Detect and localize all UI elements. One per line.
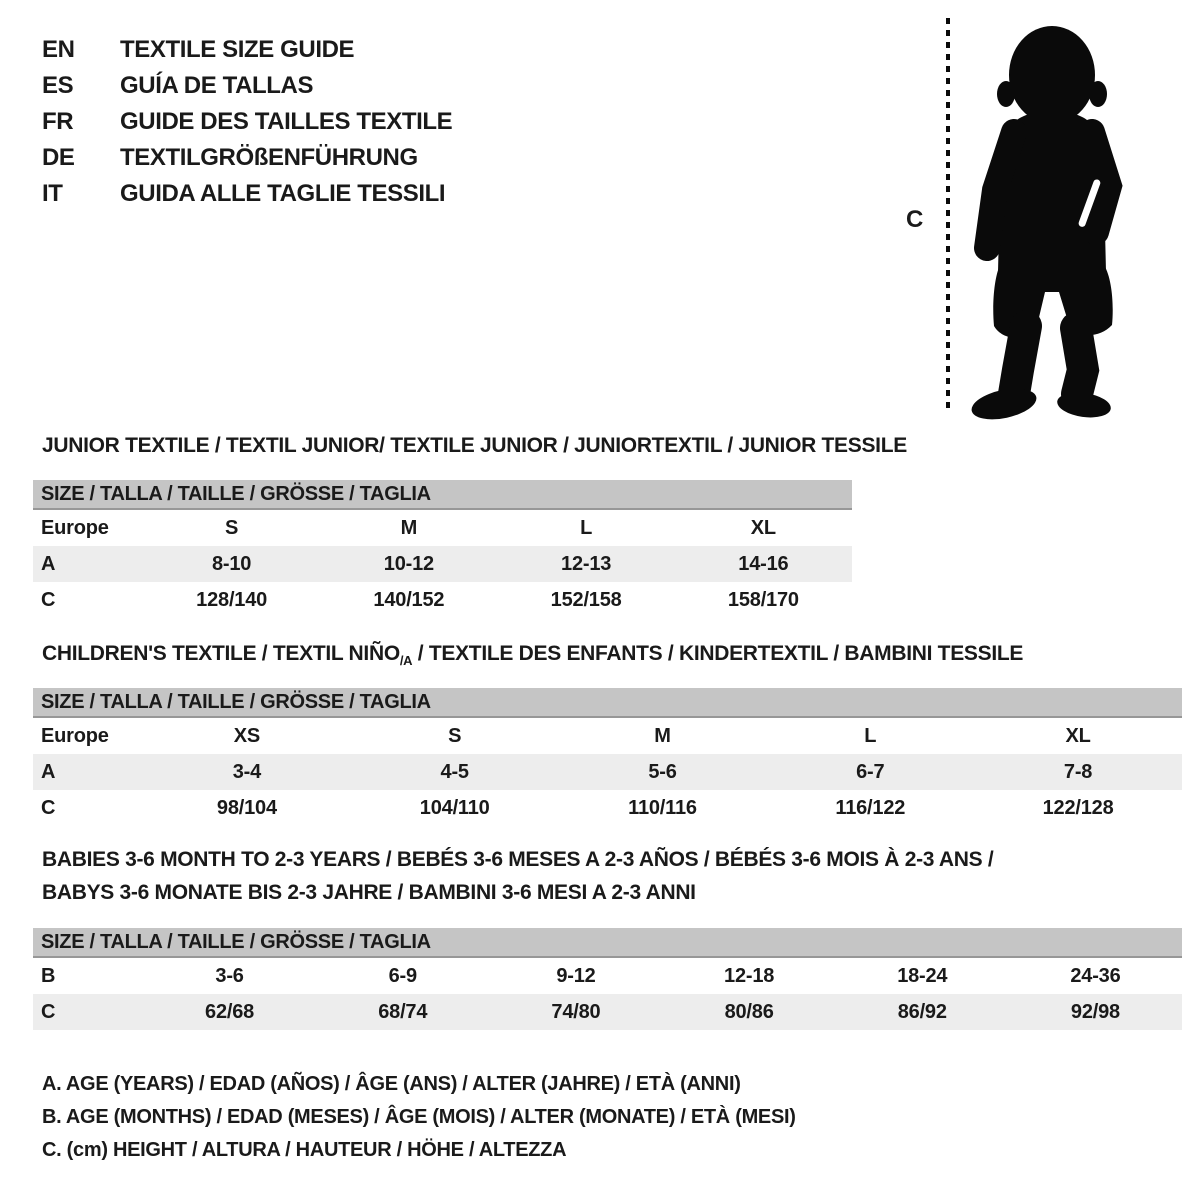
- value-cell: 62/68: [205, 1000, 255, 1023]
- value-cell: 152/158: [550, 588, 622, 611]
- value-cell: 3-4: [232, 760, 262, 783]
- language-label: GUÍA DE TALLAS: [120, 72, 314, 99]
- legend-line-c: C. (cm) HEIGHT / ALTURA / HAUTEUR / HÖHE / ALTEZZA: [42, 1139, 567, 1161]
- measure-legend: [42, 1068, 796, 1167]
- size-cell: M: [400, 516, 418, 539]
- size-header-bar: SIZE / TALLA / TAILLE / GRÖSSE / TAGLIA: [33, 480, 852, 510]
- size-cell: XL: [750, 516, 776, 539]
- language-code: IT: [42, 180, 63, 207]
- size-cell: XL: [1065, 724, 1091, 747]
- language-row-es: [42, 68, 452, 104]
- value-cell: 12-18: [724, 964, 775, 987]
- value-cell: 12-13: [561, 552, 612, 575]
- language-row-it: [42, 176, 452, 212]
- value-cell: 24-36: [1070, 964, 1121, 987]
- value-cell: 128/140: [196, 588, 268, 611]
- value-cell: 6-7: [856, 760, 885, 783]
- height-measure-label: C: [906, 206, 924, 233]
- value-cell: 92/98: [1070, 1000, 1120, 1023]
- value-cell: 104/110: [419, 796, 490, 819]
- language-code: EN: [42, 36, 75, 63]
- size-cell: M: [654, 724, 671, 747]
- section-title-junior: JUNIOR TEXTILE / TEXTIL JUNIOR/ TEXTILE JUNIOR / JUNIORTEXTIL / JUNIOR TESSILE: [42, 434, 907, 457]
- language-code: FR: [42, 108, 74, 135]
- section-title-text: CHILDREN'S TEXTILE / TEXTIL NIÑO: [42, 642, 400, 665]
- size-cell: S: [225, 516, 239, 539]
- size-header-bar: SIZE / TALLA / TAILLE / GRÖSSE / TAGLIA: [33, 928, 1182, 958]
- section-title-text: / TEXTILE DES ENFANTS / KINDERTEXTIL / BAMBINI TESSILE: [412, 642, 1024, 665]
- value-cell: 110/116: [628, 796, 697, 819]
- row-label: A: [41, 760, 56, 783]
- value-cell: 18-24: [897, 964, 948, 987]
- value-cell: 7-8: [1063, 760, 1093, 783]
- value-cell: 74/80: [551, 1000, 601, 1023]
- value-cell: 98/104: [216, 796, 277, 819]
- value-cell: 10-12: [383, 552, 434, 575]
- section-title-babies: [42, 843, 993, 909]
- size-cell: L: [580, 516, 593, 539]
- language-label: GUIDE DES TAILLES TEXTILE: [120, 108, 453, 135]
- value-cell: 3-6: [215, 964, 244, 987]
- legend-line-a: A. AGE (YEARS) / EDAD (AÑOS) / ÂGE (ANS) / ALTER (JAHRE) / ETÀ (ANNI): [42, 1073, 741, 1095]
- row-label: B: [41, 964, 56, 987]
- value-cell: 80/86: [724, 1000, 774, 1023]
- height-dashed-line: [946, 18, 950, 414]
- row-label: Europe: [41, 516, 109, 539]
- table-row-age: [33, 546, 852, 582]
- value-cell: 116/122: [835, 796, 906, 819]
- size-cell: L: [864, 724, 877, 747]
- table-row-europe: [33, 510, 852, 546]
- table-row-height: [33, 790, 1182, 826]
- language-row-en: [42, 32, 452, 68]
- table-row-europe: [33, 718, 1182, 754]
- baby-silhouette-icon: [962, 20, 1144, 420]
- language-code: ES: [42, 72, 74, 99]
- language-label: TEXTILGRÖßENFÜHRUNG: [120, 144, 418, 171]
- language-row-de: [42, 140, 452, 176]
- table-row-months: [33, 958, 1182, 994]
- value-cell: 68/74: [378, 1000, 428, 1023]
- section-title-line-1: BABIES 3-6 MONTH TO 2-3 YEARS / BEBÉS 3-6 MESES A 2-3 AÑOS / BÉBÉS 3-6 MOIS À 2-3 ANS /: [42, 848, 994, 871]
- value-cell: 158/170: [727, 588, 799, 611]
- row-label: C: [41, 588, 56, 611]
- row-label: C: [41, 796, 56, 819]
- table-row-age: [33, 754, 1182, 790]
- size-header-bar: SIZE / TALLA / TAILLE / GRÖSSE / TAGLIA: [33, 688, 1182, 718]
- value-cell: 140/152: [373, 588, 445, 611]
- section-title-line-2: BABYS 3-6 MONATE BIS 2-3 JAHRE / BAMBINI 3-6 MESI A 2-3 ANNI: [42, 881, 696, 904]
- row-label: Europe: [41, 724, 109, 747]
- junior-size-table: [33, 480, 852, 618]
- language-list: [42, 32, 452, 212]
- value-cell: 4-5: [440, 760, 469, 783]
- babies-size-table: [33, 928, 1182, 1030]
- section-title-subscript: /A: [399, 653, 413, 669]
- size-cell: XS: [233, 724, 261, 747]
- value-cell: 6-9: [388, 964, 417, 987]
- size-cell: S: [448, 724, 462, 747]
- value-cell: 9-12: [556, 964, 596, 987]
- legend-line-b: B. AGE (MONTHS) / EDAD (MESES) / ÂGE (MOIS) / ALTER (MONATE) / ETÀ (MESI): [42, 1106, 796, 1128]
- value-cell: 8-10: [212, 552, 252, 575]
- value-cell: 5-6: [648, 760, 677, 783]
- language-code: DE: [42, 144, 75, 171]
- children-size-table: [33, 688, 1182, 826]
- row-label: A: [41, 552, 56, 575]
- row-label: C: [41, 1000, 56, 1023]
- language-label: TEXTILE SIZE GUIDE: [120, 36, 355, 63]
- table-row-height: [33, 582, 852, 618]
- value-cell: 86/92: [897, 1000, 947, 1023]
- language-row-fr: [42, 104, 452, 140]
- section-title-children: [42, 642, 1023, 668]
- value-cell: 122/128: [1042, 796, 1114, 819]
- language-label: GUIDA ALLE TAGLIE TESSILI: [120, 180, 446, 207]
- value-cell: 14-16: [738, 552, 789, 575]
- table-row-height: [33, 994, 1182, 1030]
